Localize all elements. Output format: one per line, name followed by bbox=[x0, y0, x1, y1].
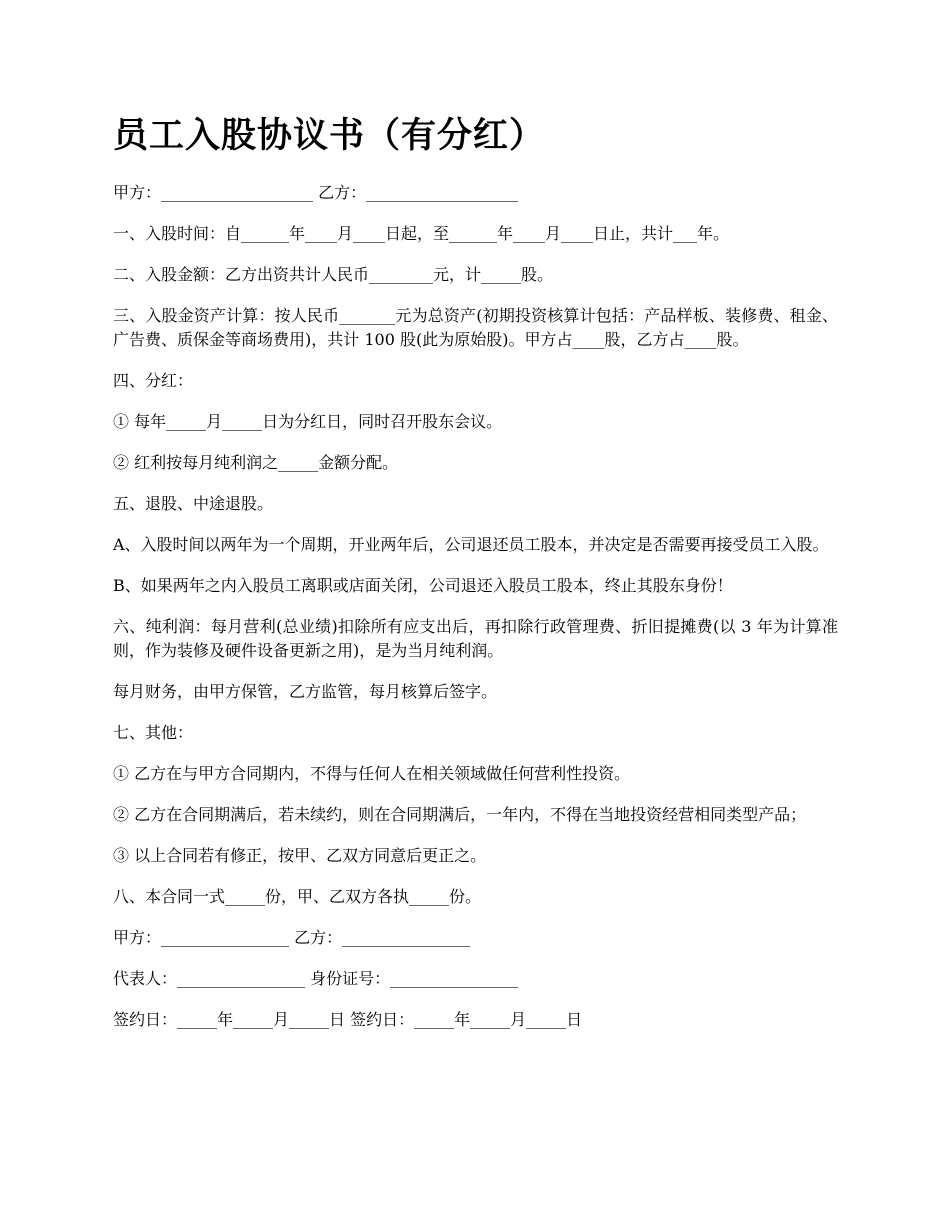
clause-6-net-profit: 六、纯利润：每月营利(总业绩)扣除所有应支出后，再扣除行政管理费、折旧提摊费(以 3 年为计算准则，作为装修及硬件设备更新之用)，是为当月纯利润。 bbox=[113, 617, 838, 660]
clause-5-heading-withdrawal: 五、退股、中途退股。 bbox=[113, 494, 274, 513]
signature-parties-line: 甲方：________________ 乙方：________________ bbox=[113, 928, 471, 947]
clause-7-item-1: ① 乙方在与甲方合同期内，不得与任何人在相关领域做任何营利性投资。 bbox=[113, 764, 631, 783]
clause-4-item-2: ② 红利按每月纯利润之_____金额分配。 bbox=[113, 453, 399, 472]
clause-4-heading-dividend: 四、分红： bbox=[113, 371, 194, 390]
clause-4-item-1: ① 每年_____月_____日为分红日，同时召开股东会议。 bbox=[113, 412, 503, 431]
party-names-line: 甲方：___________________ 乙方：___________________ bbox=[113, 183, 519, 202]
clause-6-finance-note: 每月财务，由甲方保管，乙方监管，每月核算后签字。 bbox=[113, 682, 498, 701]
clause-7-heading-other: 七、其他： bbox=[113, 723, 194, 742]
clause-8-copies: 八、本合同一式_____份，甲、乙双方各执_____份。 bbox=[113, 887, 482, 906]
signature-representative-line: 代表人：________________ 身份证号：________________ bbox=[113, 969, 519, 988]
clause-7-item-2: ② 乙方在合同期满后，若未续约，则在合同期满后，一年内，不得在当地投资经营相同类型产品； bbox=[113, 805, 807, 824]
document-title: 员工入股协议书（有分红） bbox=[113, 115, 546, 156]
document-page bbox=[113, 112, 838, 1049]
clause-5-item-b: B、如果两年之内入股员工离职或店面关闭，公司退还入股员工股本，终止其股东身份！ bbox=[113, 576, 733, 595]
clause-2-investment-amount: 二、入股金额：乙方出资共计人民币________元，计_____股。 bbox=[113, 265, 554, 284]
clause-1-investment-period: 一、入股时间：自______年____月____日起，至______年____月____日止，共计___年。 bbox=[113, 224, 730, 243]
clause-5-item-a: A、入股时间以两年为一个周期，开业两年后，公司退还员工股本，并决定是否需要再接受员工入股。 bbox=[113, 535, 829, 554]
clause-7-item-3: ③ 以上合同若有修正，按甲、乙双方同意后更正之。 bbox=[113, 846, 487, 865]
signature-date-line: 签约日：_____年_____月_____日 签约日：_____年_____月_____日 bbox=[113, 1010, 583, 1029]
clause-3-asset-calculation: 三、入股金资产计算：按人民币_______元为总资产(初期投资核算计包括：产品样板、装修费、租金、广告费、质保金等商场费用)，共计 100 股(此为原始股)。甲方占____股，乙方占____股。 bbox=[113, 306, 838, 349]
